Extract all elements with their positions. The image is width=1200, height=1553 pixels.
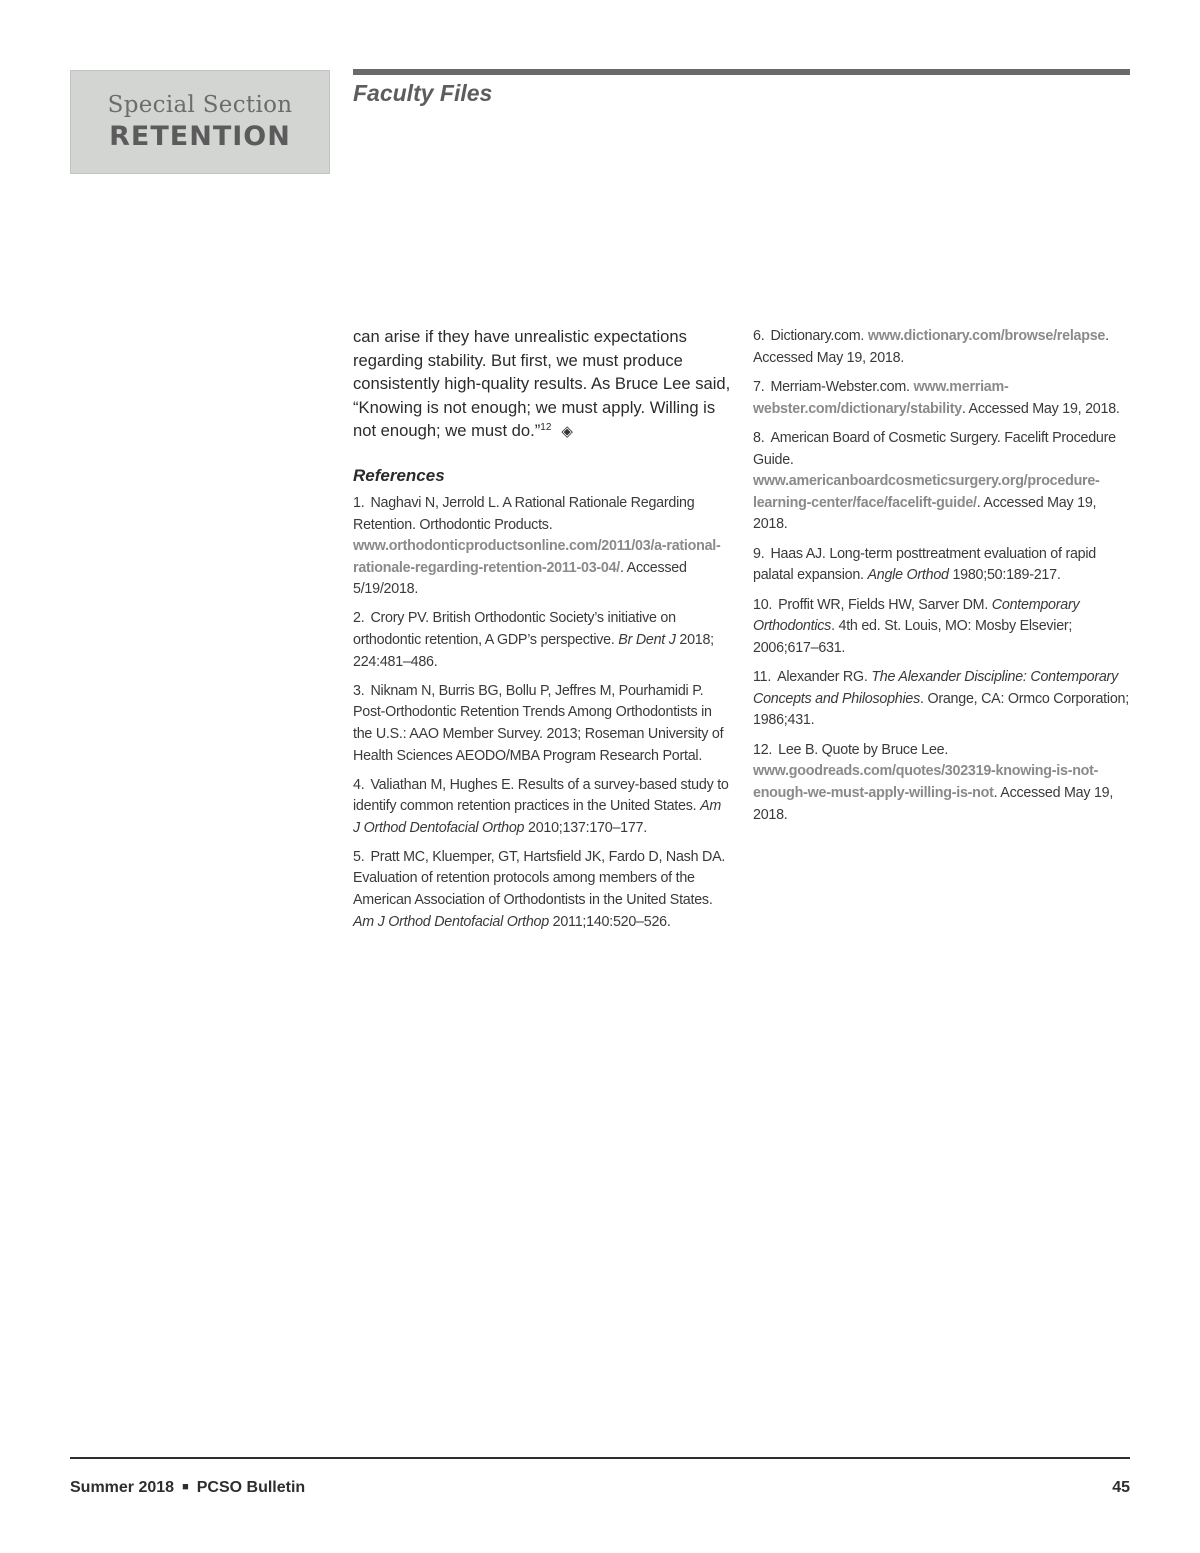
footer-issue-line — [70, 1479, 305, 1497]
reference-item — [353, 608, 731, 673]
reference-item — [753, 428, 1133, 536]
reference-item — [353, 775, 731, 840]
reference-number: 11. — [753, 669, 772, 686]
special-section-box — [70, 70, 330, 174]
reference-number: 8. — [753, 429, 765, 446]
section-title: RETENTION — [109, 121, 291, 152]
footer-publication: PCSO Bulletin — [196, 1479, 306, 1496]
paragraph-text: can arise if they have unrealistic expectations regarding stability. But first, we must produce consistently high-quality results. As Bruce Lee said, “Knowing is not enough; we must apply. Willing is not enough; we must do.” — [353, 327, 731, 441]
reference-journal: Contemporary Orthodontics — [753, 596, 1080, 635]
reference-item — [753, 544, 1133, 587]
reference-item — [753, 326, 1133, 369]
reference-item — [753, 667, 1133, 732]
footer-separator: ■ — [182, 1481, 189, 1493]
reference-text-end: . Accessed May 19, 2018. — [961, 400, 1120, 417]
reference-number: 5. — [353, 848, 365, 865]
reference-item — [753, 595, 1133, 660]
footnote-ref: 12 — [540, 422, 552, 434]
reference-item — [353, 847, 731, 933]
reference-journal: Am J Orthod Dentofacial Orthop — [353, 798, 722, 836]
body-paragraph — [353, 325, 731, 444]
reference-item — [353, 493, 731, 601]
reference-number: 6. — [753, 328, 765, 344]
reference-text-end: 1980;50:189-217. — [948, 567, 1061, 584]
reference-number: 2. — [353, 610, 365, 627]
reference-number: 4. — [353, 776, 365, 793]
reference-text-end: . Accessed 5/19/2018. — [353, 559, 687, 598]
reference-text-end: 2011;140:520–526. — [548, 913, 671, 930]
reference-item — [753, 377, 1133, 420]
reference-text: Merriam-Webster.com. — [770, 378, 914, 395]
department-title: Faculty Files — [353, 80, 493, 106]
reference-text-end: . Accessed May 19, 2018. — [753, 328, 1109, 366]
reference-text: Proffit WR, Fields HW, Sarver DM. — [778, 596, 992, 613]
reference-text-end: . Accessed May 19, 2018. — [753, 785, 1114, 823]
references-list-left — [353, 493, 731, 933]
reference-text-end: . Orange, CA: Ormco Corporation; 1986;431. — [753, 690, 1129, 729]
reference-text-end: 2018; 224:481–486. — [353, 632, 714, 670]
section-label: Special Section — [107, 92, 293, 118]
reference-number: 12. — [753, 741, 773, 758]
reference-text-end: . 4th ed. St. Louis, MO: Mosby Elsevier; 2006;617–631. — [753, 618, 1073, 656]
reference-text: Pratt MC, Kluemper, GT, Hartsfield JK, Fardo D, Nash DA. Evaluation of retention protocols among members of the American Association of Orthodontists in the United States. — [353, 848, 726, 909]
reference-text: Valiathan M, Hughes E. Results of a survey-based study to identify common retention practices in the United States. — [353, 776, 729, 815]
reference-text: Haas AJ. Long-term posttreatment evaluation of rapid palatal expansion. — [753, 545, 1096, 584]
reference-number: 10. — [753, 596, 773, 613]
reference-item — [353, 681, 731, 767]
reference-text: American Board of Cosmetic Surgery. Facelift Procedure Guide. — [753, 429, 1116, 468]
reference-text: Crory PV. British Orthodontic Society’s initiative on orthodontic retention, A GDP’s perspective. — [353, 610, 676, 649]
reference-number: 9. — [753, 545, 765, 562]
reference-number: 3. — [353, 682, 365, 699]
reference-number: 7. — [753, 378, 765, 395]
end-mark-icon: ◈ — [561, 423, 573, 441]
references-list-right — [753, 326, 1133, 826]
reference-text: Alexander RG. — [777, 669, 872, 686]
footer-issue: Summer 2018 — [70, 1479, 175, 1496]
reference-text: Naghavi N, Jerrold L. A Rational Rationale Regarding Retention. Orthodontic Products. — [353, 494, 695, 533]
reference-journal: The Alexander Discipline: Contemporary Concepts and Philosophies — [753, 669, 1118, 707]
reference-text-end: . Accessed May 19, 2018. — [753, 494, 1097, 533]
reference-link[interactable]: www.goodreads.com/quotes/302319-knowing-is-not-enough-we-must-apply-willing-is-not — [753, 763, 1099, 802]
reference-text: Niknam N, Burris BG, Bollu P, Jeffres M, Pourhamidi P. Post-Orthodontic Retention Trends Among Orthodontists in the U.S.: AAO Member Survey. 2013; Roseman University of Health Sciences AEODO/MBA Program Research Portal. — [353, 682, 724, 764]
reference-journal: Am J Orthod Dentofacial Orthop — [353, 913, 549, 930]
reference-text-end: 2010;137:170–177. — [524, 819, 647, 836]
reference-link[interactable]: www.dictionary.com/browse/relapse — [867, 328, 1106, 344]
reference-journal: Angle Orthod — [867, 567, 949, 584]
right-column — [753, 326, 1133, 834]
reference-link[interactable]: www.merriam-webster.com/dictionary/stability — [753, 378, 1009, 417]
footer-rule — [70, 1457, 1130, 1459]
reference-text: Lee B. Quote by Bruce Lee. — [778, 741, 949, 758]
reference-item — [753, 740, 1133, 826]
reference-journal: Br Dent J — [618, 632, 676, 649]
header-rule — [353, 69, 1130, 75]
references-heading: References — [353, 465, 445, 485]
left-column — [353, 325, 731, 941]
reference-text: Dictionary.com. — [770, 328, 868, 344]
page-number: 45 — [1112, 1479, 1130, 1496]
reference-link[interactable]: www.americanboardcosmeticsurgery.org/procedure-learning-center/face/facelift-guide/ — [753, 473, 1100, 511]
reference-link[interactable]: www.orthodonticproductsonline.com/2011/03/a-rational-rationale-regarding-retention-2011-03-04/ — [353, 538, 721, 576]
reference-number: 1. — [353, 494, 365, 511]
